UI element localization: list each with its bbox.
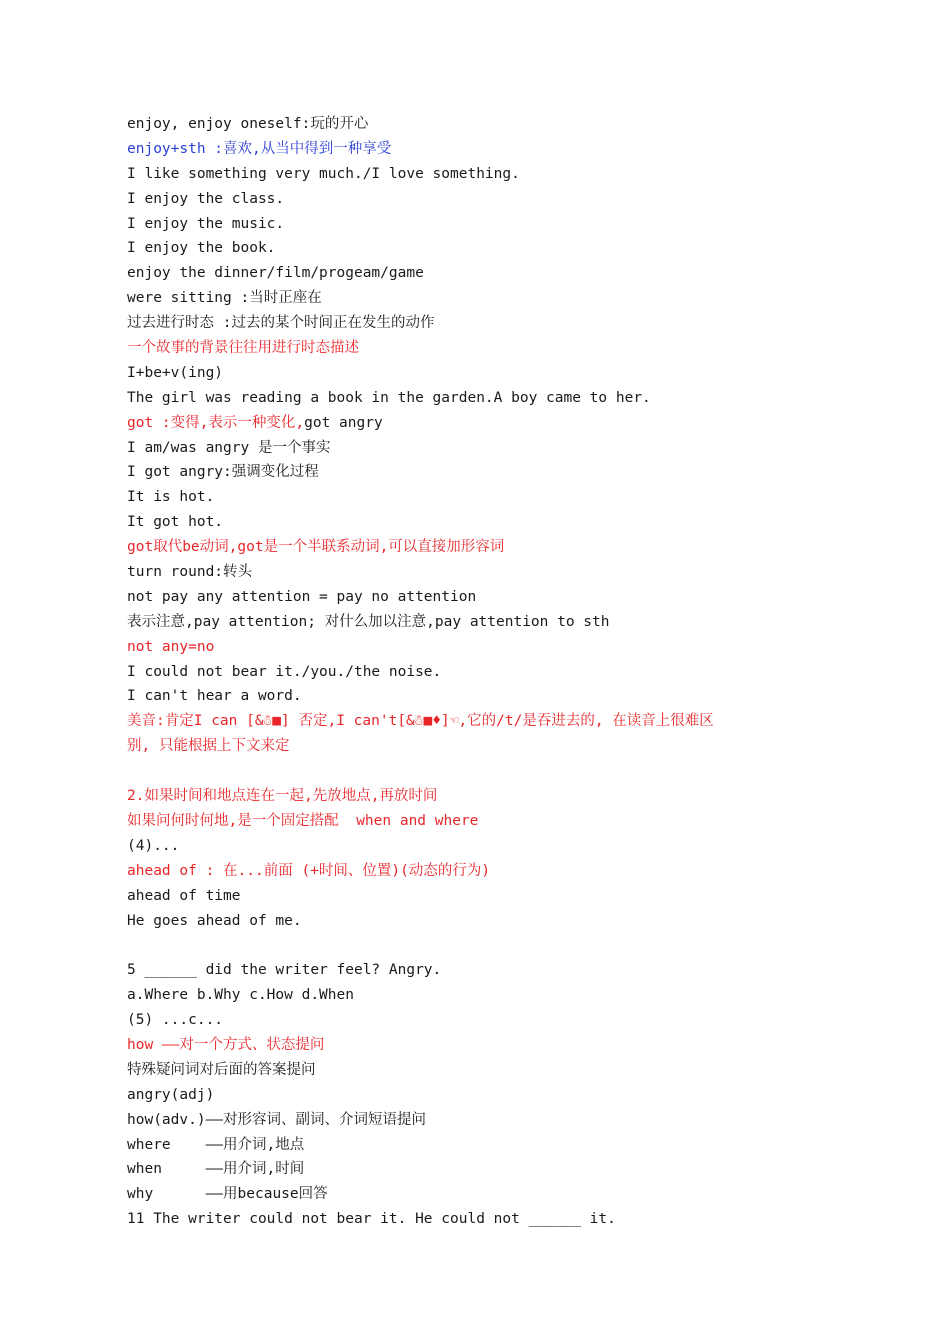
text-line: how(adv.)——对形容词、副词、介词短语提问	[127, 1111, 427, 1128]
example-sentence: I could not bear it./you./the noise.	[127, 663, 442, 680]
note-line: 别, 只能根据上下文来定	[127, 738, 290, 755]
text-line: when ——用介词,时间	[127, 1161, 305, 1178]
example-sentence: I enjoy the book.	[127, 240, 276, 257]
example-sentence: I can't hear a word.	[127, 688, 302, 705]
document-body	[127, 112, 827, 1232]
note-segment: got :变得,表示一种变化,	[127, 414, 305, 431]
note-line: got取代be动词,got是一个半联系动词,可以直接加形容词	[127, 539, 505, 556]
text-line: enjoy, enjoy oneself:玩的开心	[127, 116, 369, 132]
example-sentence: It got hot.	[127, 514, 224, 531]
question-line: 11 The writer could not bear it. He could not ______ it.	[127, 1211, 616, 1228]
blank-line	[127, 759, 827, 784]
text-line: 特殊疑问词对后面的答案提问	[127, 1061, 316, 1078]
text-line: I got angry:强调变化过程	[127, 464, 319, 481]
example-sentence: He goes ahead of me.	[127, 912, 302, 929]
text-line: enjoy the dinner/film/progeam/game	[127, 265, 424, 282]
note-line: 美音:肯定I can [&☃■] 否定,I can't[&☃■♦]☜,它的/t/是吞进去的, 在读音上很难区	[127, 713, 714, 730]
text-line: I am/was angry 是一个事实	[127, 439, 331, 456]
text-segment: got angry	[304, 414, 383, 431]
example-sentence: I enjoy the class.	[127, 190, 285, 207]
example-sentence: It is hot.	[127, 489, 215, 506]
text-line: where ——用介词,地点	[127, 1136, 305, 1153]
text-line: why ——用because回答	[127, 1186, 328, 1203]
answer-options: a.Where b.Why c.How d.When	[127, 987, 354, 1004]
note-line: not any=no	[127, 638, 215, 655]
text-line: (5) ...c...	[127, 1012, 224, 1029]
text-line: were sitting :当时正座在	[127, 290, 322, 307]
example-sentence: The girl was reading a book in the garden.A boy came to her.	[127, 389, 651, 406]
note-line: 一个故事的背景往往用进行时态描述	[127, 340, 359, 357]
text-line: I+be+v(ing)	[127, 364, 224, 381]
note-line: 2.如果时间和地点连在一起,先放地点,再放时间	[127, 788, 438, 805]
text-line: not pay any attention = pay no attention	[127, 588, 477, 605]
text-line: turn round:转头	[127, 564, 253, 581]
text-line: ahead of time	[127, 887, 241, 904]
question-line: 5 ______ did the writer feel? Angry.	[127, 962, 442, 979]
note-line: enjoy+sth :喜欢,从当中得到一种享受	[127, 140, 392, 157]
blank-line	[127, 933, 827, 958]
mixed-line	[127, 411, 827, 436]
text-line: 过去进行时态 :过去的某个时间正在发生的动作	[127, 315, 435, 332]
note-line: 如果问何时何地,是一个固定搭配 when and where	[127, 812, 479, 829]
note-line: how ——对一个方式、状态提问	[127, 1036, 325, 1053]
example-sentence: I like something very much./I love something.	[127, 165, 520, 182]
text-line: (4)...	[127, 837, 180, 854]
text-line: angry(adj)	[127, 1086, 215, 1103]
example-sentence: I enjoy the music.	[127, 215, 285, 232]
note-line: ahead of : 在...前面 (+时间、位置)(动态的行为)	[127, 862, 491, 879]
text-line: 表示注意,pay attention; 对什么加以注意,pay attention to sth	[127, 613, 610, 630]
